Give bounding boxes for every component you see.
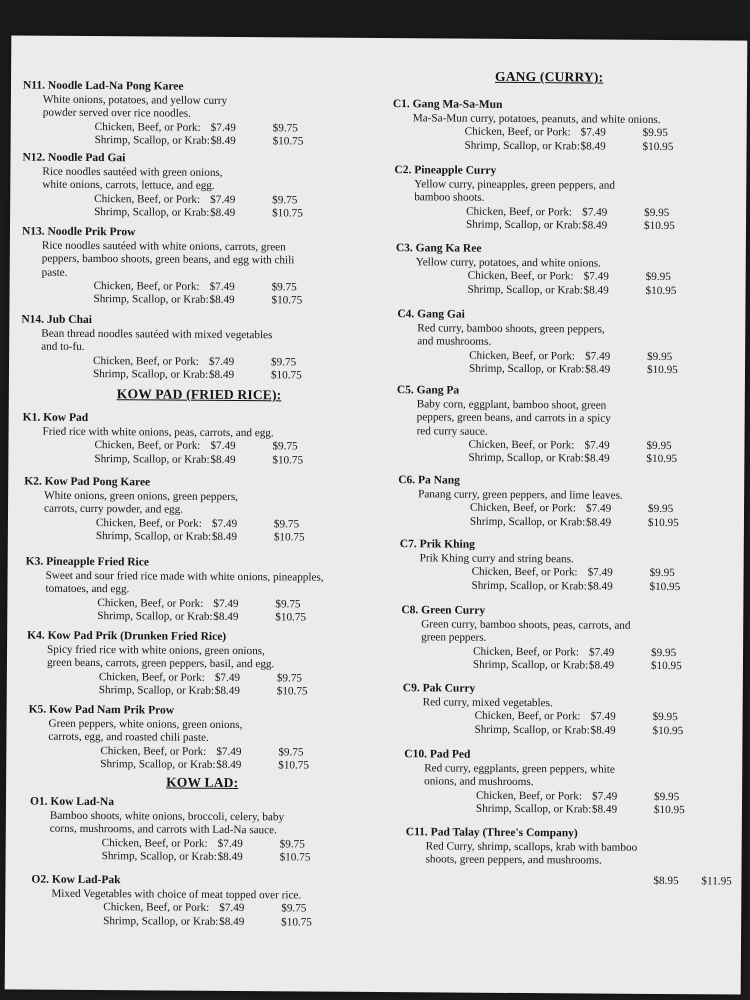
item-description: Fried rice with white onions, peas, carrots, and egg. bbox=[42, 425, 274, 440]
price-lunch: $8.49 bbox=[587, 580, 613, 593]
price-lunch: $8.95 bbox=[653, 874, 679, 887]
price-lunch: $7.49 bbox=[590, 710, 616, 724]
menu-item-k1 bbox=[22, 412, 362, 469]
price-lunch: $7.49 bbox=[589, 646, 615, 659]
menu-item-c10 bbox=[404, 748, 744, 818]
item-description: Red curry, bamboo shoots, green peppers, and mushrooms. bbox=[417, 322, 605, 349]
item-name: N12. Noodle Pad Gai bbox=[22, 151, 126, 165]
item-description: Rice noodles sautéed with white onions, carrots, green peppers, bamboo shoots, green beans, and egg with chili paste. bbox=[41, 239, 295, 279]
menu-item-o1 bbox=[30, 796, 370, 866]
price-dinner: $9.75 bbox=[281, 902, 307, 915]
item-name: N11. Noodle Lad-Na Pong Karee bbox=[22, 79, 184, 93]
menu-item-c1 bbox=[393, 98, 733, 155]
item-name: C9. Pak Curry bbox=[402, 682, 476, 695]
price-lunch: $8.49 bbox=[588, 659, 615, 672]
menu-item-c5 bbox=[396, 384, 737, 467]
price-dinner: $10.75 bbox=[273, 531, 305, 544]
price-dinner: $10.75 bbox=[276, 685, 308, 698]
price-lunch: $8.49 bbox=[213, 610, 239, 624]
price-label: Chicken, Beef, or Pork: bbox=[464, 126, 571, 139]
menu-item-n14 bbox=[21, 314, 361, 384]
price-lunch: $8.49 bbox=[590, 724, 616, 737]
price-label: Chicken, Beef, or Pork: bbox=[471, 566, 578, 579]
price-label: Chicken, Beef, or Pork: bbox=[474, 710, 581, 723]
price-dinner: $9.75 bbox=[271, 355, 297, 369]
price-label: Shrimp, Scallop, or Krab: bbox=[471, 579, 587, 593]
price-dinner: $9.95 bbox=[642, 127, 668, 140]
item-name: K1. Kow Pad bbox=[22, 411, 89, 424]
price-lunch: $7.49 bbox=[209, 355, 235, 368]
item-description: Yellow curry, pineapples, green peppers, and bamboo shoots. bbox=[414, 178, 616, 205]
price-lunch: $7.49 bbox=[211, 517, 238, 530]
price-dinner: $10.95 bbox=[652, 724, 684, 737]
item-name: K5. Kow Pad Nam Prik Prow bbox=[28, 703, 175, 717]
menu-item-o2 bbox=[31, 874, 371, 931]
price-lunch: $7.49 bbox=[210, 193, 236, 206]
price-lunch: $8.49 bbox=[210, 134, 236, 148]
price-dinner: $9.75 bbox=[275, 597, 301, 611]
price-lunch: $7.49 bbox=[587, 566, 613, 580]
section-title-kow-lad: KOW LAD: bbox=[166, 774, 239, 791]
price-label: Chicken, Beef, or Pork: bbox=[95, 516, 202, 530]
price-label: Chicken, Beef, or Pork: bbox=[469, 349, 576, 362]
price-label: Chicken, Beef, or Pork: bbox=[94, 120, 201, 134]
item-description: Yellow curry, potatoes, and white onions. bbox=[415, 256, 602, 270]
price-lunch: $8.49 bbox=[581, 219, 608, 232]
menu-item-c8 bbox=[401, 604, 741, 674]
price-label: Shrimp, Scallop, or Krab: bbox=[100, 758, 216, 771]
price-label: Chicken, Beef, or Pork: bbox=[94, 192, 201, 206]
price-lunch: $7.49 bbox=[209, 280, 235, 293]
menu-item-n13 bbox=[21, 226, 362, 309]
price-label: Chicken, Beef, or Pork: bbox=[93, 354, 200, 368]
price-label: Shrimp, Scallop, or Krab: bbox=[101, 850, 217, 863]
item-description: Red Curry, shrimp, scallops, krab with bamboo shoots, green peppers, and mushrooms. bbox=[425, 840, 638, 867]
price-lunch: $7.49 bbox=[585, 350, 611, 363]
item-description: Green curry, bamboo shoots, peas, carrots, and green peppers. bbox=[421, 618, 631, 645]
price-dinner: $10.95 bbox=[646, 453, 678, 466]
price-lunch: $7.49 bbox=[210, 440, 236, 453]
price-lunch: $7.49 bbox=[217, 837, 243, 850]
price-lunch: $8.49 bbox=[210, 206, 236, 220]
price-label: Shrimp, Scallop, or Krab: bbox=[467, 283, 583, 297]
menu-item-c4 bbox=[397, 308, 737, 378]
item-name: C11. Pad Talay (Three's Company) bbox=[405, 826, 578, 840]
price-dinner: $10.95 bbox=[646, 363, 678, 377]
item-name: C2. Pineapple Curry bbox=[394, 164, 497, 177]
price-dinner: $10.95 bbox=[649, 580, 681, 593]
price-dinner: $10.95 bbox=[642, 140, 674, 153]
item-description: Prik Khing curry and string beans. bbox=[419, 552, 574, 566]
price-label: Shrimp, Scallop, or Krab: bbox=[465, 218, 582, 232]
price-dinner: $9.75 bbox=[272, 193, 298, 207]
price-label: Shrimp, Scallop, or Krab: bbox=[97, 610, 213, 623]
price-dinner: $10.95 bbox=[643, 219, 675, 233]
item-name: C1. Gang Ma-Sa-Mun bbox=[392, 98, 503, 111]
price-lunch: $8.49 bbox=[211, 530, 238, 544]
price-dinner: $9.95 bbox=[648, 503, 674, 516]
price-dinner: $9.95 bbox=[647, 350, 673, 363]
price-lunch: $8.49 bbox=[210, 453, 236, 466]
item-name: N14. Jub Chai bbox=[21, 313, 93, 327]
menu-item-k3 bbox=[25, 556, 365, 626]
item-description: Sweet and sour fried rice made with white onions, pineapples, tomatoes, and egg. bbox=[45, 569, 324, 596]
menu-item-c2 bbox=[394, 164, 734, 234]
price-label: Chicken, Beef, or Pork: bbox=[467, 270, 574, 283]
price-dinner: $10.75 bbox=[281, 916, 312, 929]
price-dinner: $9.95 bbox=[646, 439, 672, 452]
price-lunch: $7.49 bbox=[583, 270, 609, 284]
item-name: O1. Kow Lad-Na bbox=[29, 795, 115, 809]
price-label: Chicken, Beef, or Pork: bbox=[94, 439, 201, 453]
price-lunch: $8.49 bbox=[585, 516, 612, 529]
item-description: Bamboo shoots, white onions, broccoli, celery, baby corns, mushrooms, and carrots with Lad-Na sauce. bbox=[49, 809, 285, 837]
price-dinner: $10.75 bbox=[270, 369, 302, 382]
price-lunch: $8.49 bbox=[219, 915, 245, 928]
menu-item-c3 bbox=[396, 242, 736, 299]
item-description: Mixed Vegetables with choice of meat topped over rice. bbox=[51, 887, 302, 902]
price-dinner: $10.75 bbox=[272, 207, 303, 220]
price-label: Shrimp, Scallop, or Krab: bbox=[92, 368, 209, 381]
price-dinner: $10.75 bbox=[279, 851, 311, 864]
item-name: C3. Gang Ka Ree bbox=[395, 242, 482, 255]
item-name: K3. Pineapple Fried Rice bbox=[25, 555, 150, 569]
price-dinner: $10.75 bbox=[275, 611, 307, 624]
price-lunch: $7.49 bbox=[216, 745, 242, 758]
price-lunch: $8.49 bbox=[216, 758, 242, 772]
price-dinner: $9.75 bbox=[279, 837, 305, 851]
price-label: Chicken, Beef, or Pork: bbox=[101, 836, 208, 850]
price-label: Shrimp, Scallop, or Krab: bbox=[94, 134, 210, 147]
price-dinner: $10.75 bbox=[272, 454, 304, 467]
item-description: Ma-Sa-Mun curry, potatoes, peanuts, and white onions. bbox=[412, 112, 661, 127]
price-dinner: $10.95 bbox=[650, 659, 682, 673]
price-label: Shrimp, Scallop, or Krab: bbox=[93, 293, 209, 307]
price-label: Shrimp, Scallop, or Krab: bbox=[472, 658, 589, 672]
price-dinner: $10.95 bbox=[647, 516, 679, 529]
price-dinner: $9.95 bbox=[649, 567, 675, 580]
item-name: C4. Gang Gai bbox=[397, 308, 465, 321]
item-description: Red curry, eggplants, green peppers, white onions, and mushrooms. bbox=[424, 762, 615, 789]
price-lunch: $8.49 bbox=[217, 850, 243, 864]
menu-item-n12 bbox=[22, 152, 362, 222]
price-lunch: $7.49 bbox=[219, 902, 245, 915]
price-dinner: $9.75 bbox=[273, 517, 300, 531]
price-dinner: $9.95 bbox=[651, 646, 677, 659]
price-label: Shrimp, Scallop, or Krab: bbox=[475, 802, 592, 816]
price-label: Chicken, Beef, or Pork: bbox=[468, 438, 575, 452]
item-name: O2. Kow Lad-Pak bbox=[31, 873, 121, 887]
price-lunch: $7.49 bbox=[210, 121, 236, 134]
item-description: Green peppers, white onions, green onions, carrots, egg, and roasted chili paste. bbox=[48, 717, 243, 745]
item-description: Spicy fried rice with white onions, green onions, green beans, carrots, green peppers, basil, and egg. bbox=[46, 643, 275, 671]
price-label: Shrimp, Scallop, or Krab: bbox=[464, 139, 580, 153]
price-lunch: $7.49 bbox=[592, 790, 618, 803]
menu-item-k2 bbox=[24, 476, 364, 546]
menu-item-k4 bbox=[27, 630, 367, 700]
price-label: Chicken, Beef, or Pork: bbox=[100, 744, 207, 758]
price-dinner: $10.75 bbox=[271, 294, 303, 307]
item-name: C5. Gang Pa bbox=[396, 384, 460, 397]
item-name: N13. Noodle Prik Prow bbox=[21, 225, 136, 239]
price-dinner: $9.75 bbox=[276, 671, 303, 685]
price-lunch: $8.49 bbox=[584, 363, 611, 376]
item-description: Rice noodles sautéed with green onions, white onions, carrots, lettuce, and egg. bbox=[42, 165, 223, 193]
item-name: C6. Pa Nang bbox=[398, 474, 460, 487]
price-label: Chicken, Beef, or Pork: bbox=[473, 645, 580, 659]
price-label: Shrimp, Scallop, or Krab: bbox=[474, 723, 590, 737]
item-description: Baby corn, eggplant, bamboo shoot, green peppers, green beans, and carrots in a spicy red curry sauce. bbox=[416, 398, 611, 438]
price-lunch: $8.49 bbox=[591, 803, 618, 816]
price-label: Chicken, Beef, or Pork: bbox=[103, 901, 210, 915]
price-dinner: $10.95 bbox=[653, 803, 685, 817]
item-description: White onions, potatoes, and yellow curry powder served over rice noodles. bbox=[42, 93, 228, 121]
price-label: Chicken, Beef, or Pork: bbox=[470, 502, 577, 515]
item-name: K4. Kow Pad Prik (Drunken Fried Rice) bbox=[27, 629, 227, 643]
item-name: C8. Green Curry bbox=[401, 604, 486, 617]
price-dinner: $9.75 bbox=[271, 281, 297, 294]
price-lunch: $8.49 bbox=[214, 684, 240, 698]
price-lunch: $8.49 bbox=[580, 140, 606, 153]
menu-item-c6 bbox=[398, 474, 738, 531]
price-dinner: $9.75 bbox=[278, 745, 304, 759]
section-title-gang: GANG (CURRY): bbox=[495, 68, 604, 85]
price-lunch: $7.49 bbox=[214, 671, 241, 684]
menu-item-k5 bbox=[28, 704, 368, 774]
price-label: Shrimp, Scallop, or Krab: bbox=[468, 362, 585, 376]
item-description: Bean thread noodles sautéed with mixed vegetables and to-fu. bbox=[41, 327, 273, 354]
price-dinner: $11.95 bbox=[701, 874, 732, 888]
item-description: Red curry, mixed vegetables. bbox=[422, 696, 553, 710]
menu-item-c11 bbox=[405, 826, 745, 888]
price-label: Shrimp, Scallop, or Krab: bbox=[469, 515, 586, 529]
price-label: Chicken, Beef, or Pork: bbox=[93, 279, 200, 293]
price-label: Shrimp, Scallop, or Krab: bbox=[468, 451, 584, 465]
price-label: Shrimp, Scallop, or Krab: bbox=[94, 206, 210, 219]
price-lunch: $7.49 bbox=[586, 502, 612, 516]
menu-item-n11 bbox=[23, 80, 363, 150]
price-label: Chicken, Beef, or Pork: bbox=[476, 789, 583, 803]
price-label: Chicken, Beef, or Pork: bbox=[466, 205, 573, 218]
price-dinner: $9.95 bbox=[644, 206, 670, 219]
price-lunch: $7.49 bbox=[580, 126, 606, 140]
price-dinner: $9.95 bbox=[645, 271, 671, 284]
price-label: Chicken, Beef, or Pork: bbox=[98, 670, 205, 684]
item-name: C10. Pad Ped bbox=[404, 748, 471, 761]
price-dinner: $9.95 bbox=[653, 790, 680, 803]
price-lunch: $8.49 bbox=[584, 452, 610, 465]
price-label: Shrimp, Scallop, or Krab: bbox=[95, 530, 212, 543]
item-description: Panang curry, green peppers, and lime leaves. bbox=[418, 488, 623, 502]
price-lunch: $7.49 bbox=[582, 206, 608, 219]
price-dinner: $9.95 bbox=[652, 711, 678, 724]
price-dinner: $10.95 bbox=[645, 284, 677, 297]
price-label: Chicken, Beef, or Pork: bbox=[97, 596, 204, 610]
price-dinner: $10.75 bbox=[278, 759, 310, 772]
menu-item-c9 bbox=[402, 682, 742, 739]
price-lunch: $8.49 bbox=[583, 284, 609, 297]
price-dinner: $9.75 bbox=[272, 440, 298, 453]
price-dinner: $9.75 bbox=[272, 121, 298, 135]
item-description: White onions, green onions, green peppers, carrots, curry powder, and egg. bbox=[43, 489, 239, 517]
price-lunch: $8.49 bbox=[209, 294, 235, 307]
price-dinner: $10.75 bbox=[272, 135, 304, 148]
section-title-kow-pad: KOW PAD (FRIED RICE): bbox=[116, 386, 282, 403]
item-name: C7. Prik Khing bbox=[399, 538, 475, 551]
price-label: Shrimp, Scallop, or Krab: bbox=[103, 914, 219, 928]
price-lunch: $8.49 bbox=[208, 368, 235, 382]
menu-item-c7 bbox=[399, 538, 739, 595]
price-lunch: $7.49 bbox=[213, 597, 239, 610]
item-name: K2. Kow Pad Pong Karee bbox=[24, 475, 151, 489]
price-label: Shrimp, Scallop, or Krab: bbox=[98, 684, 215, 697]
price-label: Shrimp, Scallop, or Krab: bbox=[94, 452, 210, 466]
price-lunch: $7.49 bbox=[584, 439, 610, 452]
menu-page bbox=[5, 35, 748, 994]
